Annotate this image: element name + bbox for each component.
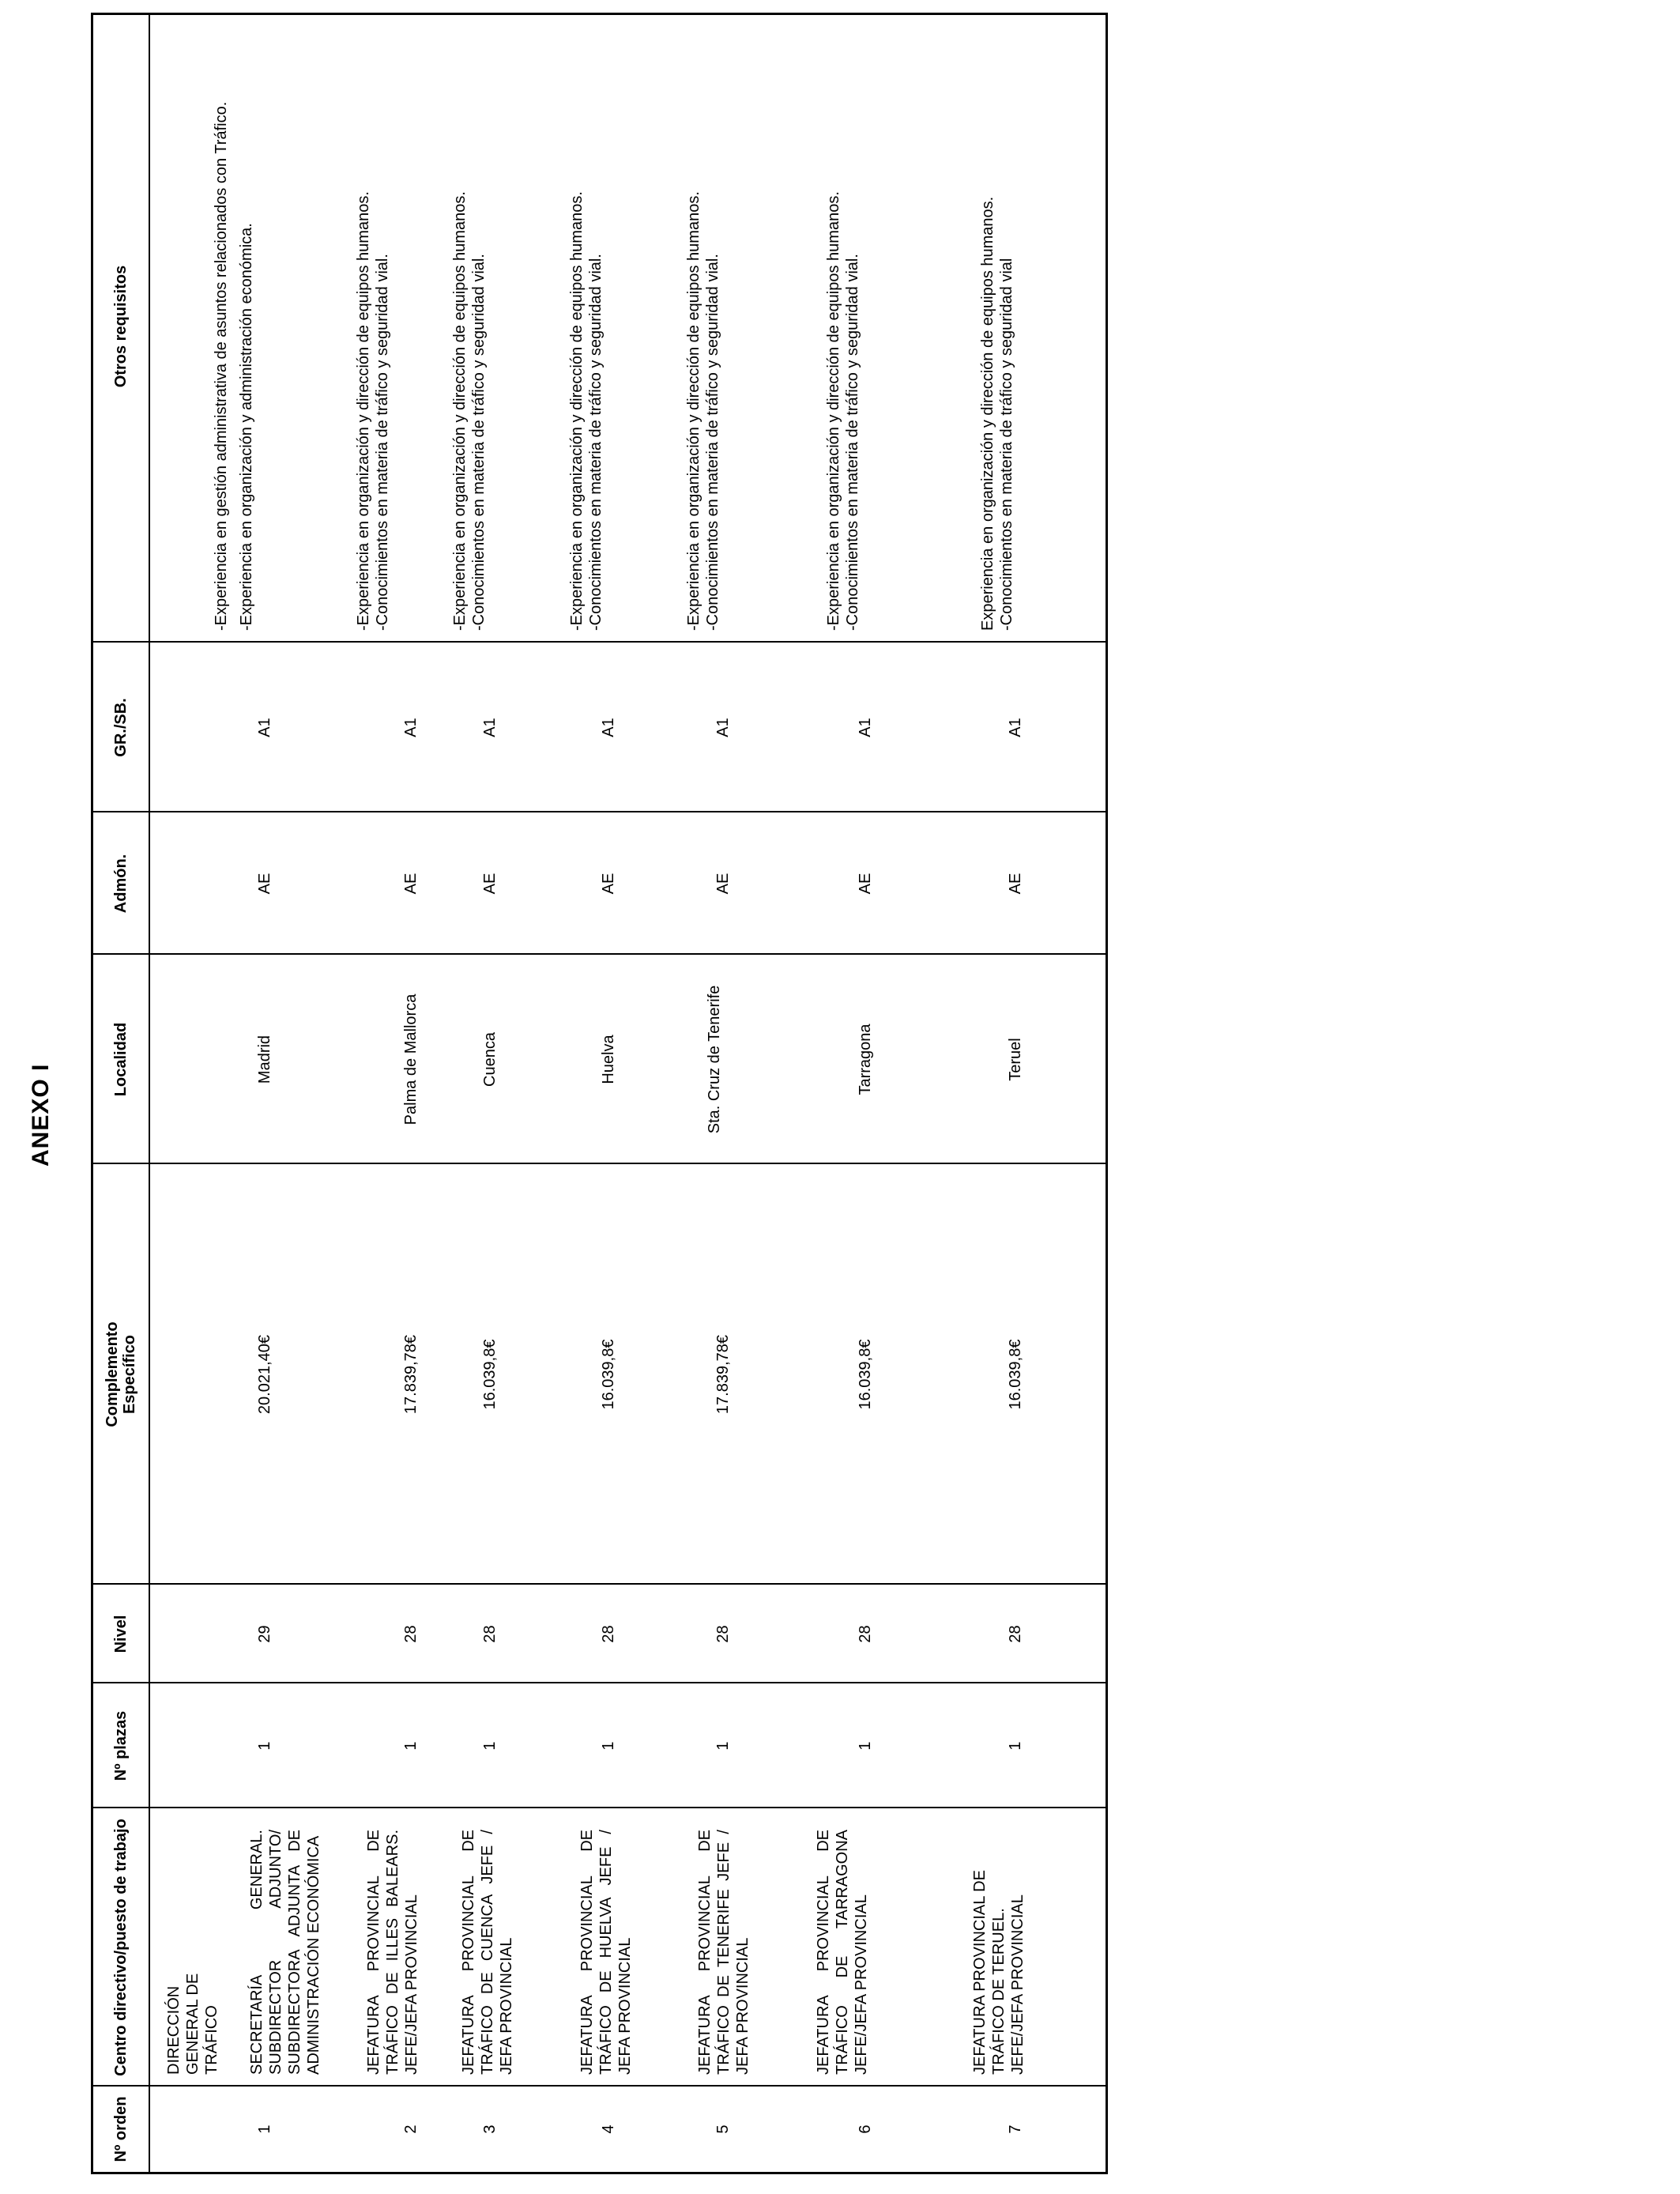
page-title: ANEXO I bbox=[28, 1063, 54, 1167]
row-7-nivel: 28 bbox=[1007, 1625, 1024, 1643]
row-7-centro: JEFATURA PROVINCIAL DE TRÁFICO DE TERUEL. JEFE/JEFA PROVINCIAL bbox=[971, 1870, 1026, 2075]
row-1-complemento: 20.021,40€ bbox=[256, 1334, 273, 1415]
row-7-requisito-1: Experiencia en organización y dirección de equipos humanos. bbox=[979, 196, 996, 631]
row-2-admon: AE bbox=[402, 873, 420, 895]
row-6-requisitos bbox=[824, 24, 862, 631]
row-5-plazas: 1 bbox=[714, 1741, 732, 1751]
row-5-requisito-1: -Experiencia en organización y dirección de equipos humanos. bbox=[685, 191, 703, 631]
row-1-localidad: Madrid bbox=[256, 1035, 273, 1084]
header-otros: Otros requisitos bbox=[112, 265, 130, 388]
row-1-grsb: A1 bbox=[256, 718, 273, 737]
row-4-requisitos bbox=[567, 24, 605, 631]
row-2-centro: JEFATURA PROVINCIAL DE TRÁFICO DE ILLES BALEARS. JEFE/JEFA PROVINCIAL bbox=[365, 1830, 420, 2075]
row-4-plazas: 1 bbox=[600, 1741, 617, 1751]
row-3-centro: JEFATURA PROVINCIAL DE TRÁFICO DE CUENCA JEFE / JEFA PROVINCIAL bbox=[460, 1830, 515, 2075]
row-3-admon: AE bbox=[481, 873, 499, 895]
header-plazas: Nº plazas bbox=[112, 1710, 130, 1781]
group-heading: DIRECCIÓN GENERAL DE TRÁFICO bbox=[165, 1973, 220, 2075]
row-1-requisito-2: -Experiencia en organización y administración económica. bbox=[238, 223, 255, 631]
row-6-orden: 6 bbox=[857, 2124, 874, 2134]
row-7-orden: 7 bbox=[1007, 2124, 1024, 2134]
row-3-requisito-1: -Experiencia en organización y dirección de equipos humanos. bbox=[451, 191, 469, 631]
row-4-orden: 4 bbox=[600, 2124, 617, 2134]
row-6-plazas: 1 bbox=[857, 1741, 874, 1751]
row-1-requisito-1: -Experiencia en gestión administrativa de asuntos relacionados con Tráfico. bbox=[213, 101, 230, 631]
row-7-plazas: 1 bbox=[1007, 1741, 1024, 1751]
row-4-centro: JEFATURA PROVINCIAL DE TRÁFICO DE HUELVA JEFE / JEFA PROVINCIAL bbox=[578, 1830, 634, 2075]
header-centro: Centro directivo/puesto de trabajo bbox=[112, 1819, 130, 2076]
row-4-grsb: A1 bbox=[600, 718, 617, 737]
row-3-plazas: 1 bbox=[481, 1741, 499, 1751]
row-2-orden: 2 bbox=[402, 2124, 420, 2134]
row-5-localidad: Sta. Cruz de Tenerife bbox=[706, 985, 723, 1134]
row-4-requisito-1: -Experiencia en organización y dirección de equipos humanos. bbox=[568, 191, 586, 631]
row-2-requisito-2: -Conocimientos en materia de tráfico y seguridad vial. bbox=[374, 254, 391, 631]
row-6-complemento: 16.039,8€ bbox=[857, 1339, 874, 1410]
row-4-complemento: 16.039,8€ bbox=[600, 1339, 617, 1410]
row-6-nivel: 28 bbox=[857, 1625, 874, 1643]
row-7-requisito-2: -Conocimientos en materia de tráfico y seguridad vial bbox=[998, 258, 1015, 631]
row-1-orden: 1 bbox=[256, 2124, 273, 2134]
row-4-localidad: Huelva bbox=[600, 1035, 617, 1084]
row-5-grsb: A1 bbox=[714, 718, 732, 737]
row-5-requisitos bbox=[684, 24, 722, 631]
header-complemento bbox=[93, 1164, 149, 1585]
row-6-requisito-1: -Experiencia en organización y dirección de equipos humanos. bbox=[825, 191, 842, 631]
row-1-centro: SECRETARÍA GENERAL. SUBDIRECTOR ADJUNTO/ SUBDIRECTORA ADJUNTA DE ADMINISTRACIÓN ECONÓMICA bbox=[248, 1830, 322, 2075]
row-4-requisito-2: -Conocimientos en materia de tráfico y seguridad vial. bbox=[587, 254, 605, 631]
row-2-grsb: A1 bbox=[402, 718, 420, 737]
header-nivel: Nivel bbox=[112, 1615, 130, 1653]
row-3-localidad: Cuenca bbox=[481, 1032, 499, 1087]
row-3-nivel: 28 bbox=[481, 1625, 499, 1643]
row-1-nivel: 29 bbox=[256, 1625, 273, 1643]
row-3-requisitos bbox=[450, 24, 488, 631]
row-2-requisitos bbox=[354, 24, 392, 631]
row-2-nivel: 28 bbox=[402, 1625, 420, 1643]
row-5-orden: 5 bbox=[714, 2124, 732, 2134]
row-2-plazas: 1 bbox=[402, 1741, 420, 1751]
row-7-complemento: 16.039,8€ bbox=[1007, 1339, 1024, 1410]
row-2-requisito-1: -Experiencia en organización y dirección de equipos humanos. bbox=[355, 191, 372, 631]
header-localidad: Localidad bbox=[112, 1022, 130, 1097]
header-orden: Nº orden bbox=[112, 2096, 130, 2162]
row-7-admon: AE bbox=[1007, 873, 1024, 895]
row-5-complemento: 17.839,78€ bbox=[714, 1334, 732, 1415]
row-1-plazas: 1 bbox=[256, 1741, 273, 1751]
row-2-localidad: Palma de Mallorca bbox=[402, 993, 420, 1125]
row-5-requisito-2: -Conocimientos en materia de tráfico y seguridad vial. bbox=[704, 254, 721, 631]
row-2-complemento: 17.839,78€ bbox=[402, 1334, 420, 1415]
row-7-localidad: Teruel bbox=[1007, 1038, 1024, 1081]
row-3-requisito-2: -Conocimientos en materia de tráfico y seguridad vial. bbox=[470, 254, 488, 631]
row-4-admon: AE bbox=[600, 873, 617, 895]
row-5-nivel: 28 bbox=[714, 1625, 732, 1643]
row-4-nivel: 28 bbox=[600, 1625, 617, 1643]
row-6-localidad: Tarragona bbox=[857, 1023, 874, 1095]
row-5-admon: AE bbox=[714, 873, 732, 895]
row-6-grsb: A1 bbox=[857, 718, 874, 737]
row-1-requisitos bbox=[212, 24, 256, 631]
row-6-admon: AE bbox=[857, 873, 874, 895]
row-3-orden: 3 bbox=[481, 2124, 499, 2134]
row-3-grsb: A1 bbox=[481, 718, 499, 737]
header-divider bbox=[149, 15, 150, 2172]
row-7-requisitos bbox=[978, 24, 1016, 631]
row-7-grsb: A1 bbox=[1007, 718, 1024, 737]
row-3-complemento: 16.039,8€ bbox=[481, 1339, 499, 1410]
header-grsb: GR./SB. bbox=[112, 698, 130, 757]
row-1-admon: AE bbox=[256, 873, 273, 895]
row-5-centro: JEFATURA PROVINCIAL DE TRÁFICO DE TENERIFE JEFE / JEFA PROVINCIAL bbox=[696, 1830, 751, 2075]
header-complemento-line1: Complemento bbox=[104, 1321, 121, 1427]
row-6-requisito-2: -Conocimientos en materia de tráfico y seguridad vial. bbox=[844, 254, 861, 631]
header-admon: Admón. bbox=[112, 854, 130, 914]
positions-table bbox=[91, 13, 1108, 2174]
row-6-centro: JEFATURA PROVINCIAL DE TRÁFICO DE TARRAGONA JEFE/JEFA PROVINCIAL bbox=[815, 1830, 870, 2075]
header-complemento-line2: Específico bbox=[121, 1334, 138, 1415]
